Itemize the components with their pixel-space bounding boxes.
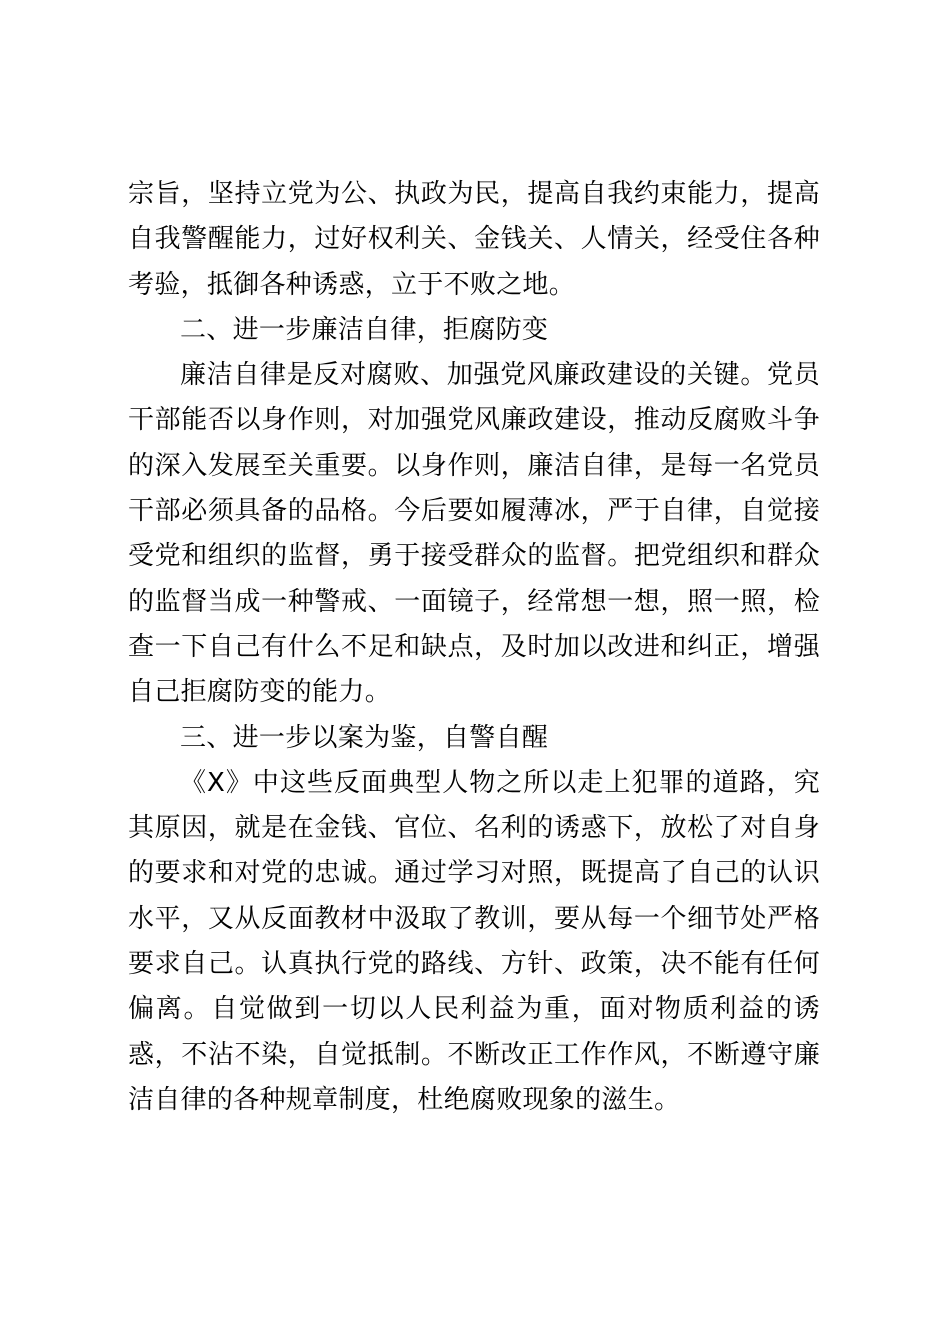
paragraph-lessons: 《X》中这些反面典型人物之所以走上犯罪的道路，究其原因，就是在金钱、官位、名利的诱惑下，放松了对自身的要求和对党的忠诚。通过学习对照，既提高了自己的认识水平，又从反面教材中汲取了教训，要从每一个细节处严格要求自己。认真执行党的路线、方针、政策，决不能有任何偏离。自觉做到一切以人民利益为重，面对物质利益的诱惑，不沾不染，自觉抵制。不断改正工作作风，不断遵守廉洁自律的各种规章制度，杜绝腐败现象的滋生。 xyxy=(128,767,820,1115)
paragraph-self-discipline: 廉洁自律是反对腐败、加强党风廉政建设的关键。党员干部能否以身作则，对加强党风廉政建设，推动反腐败斗争的深入发展至关重要。以身作则，廉洁自律，是每一名党员干部必须具备的品格。今后要如履薄冰，严于自律，自觉接受党和组织的监督，勇于接受群众的监督。把党组织和群众的监督当成一种警戒、一面镜子，经常想一想，照一照，检查一下自己有什么不足和缺点，及时加以改进和纠正，增强自己拒腐防变的能力。 xyxy=(128,360,820,708)
document-body xyxy=(128,172,820,1123)
section-heading-2: 二、进一步廉洁自律，拒腐防变 xyxy=(180,314,549,345)
section-heading-3: 三、进一步以案为鉴，自警自醒 xyxy=(180,722,549,753)
paragraph-continued: 宗旨，坚持立党为公、执政为民，提高自我约束能力，提高自我警醒能力，过好权利关、金钱关、人情关，经受住各种考验，抵御各种诱惑，立于不败之地。 xyxy=(128,179,820,300)
